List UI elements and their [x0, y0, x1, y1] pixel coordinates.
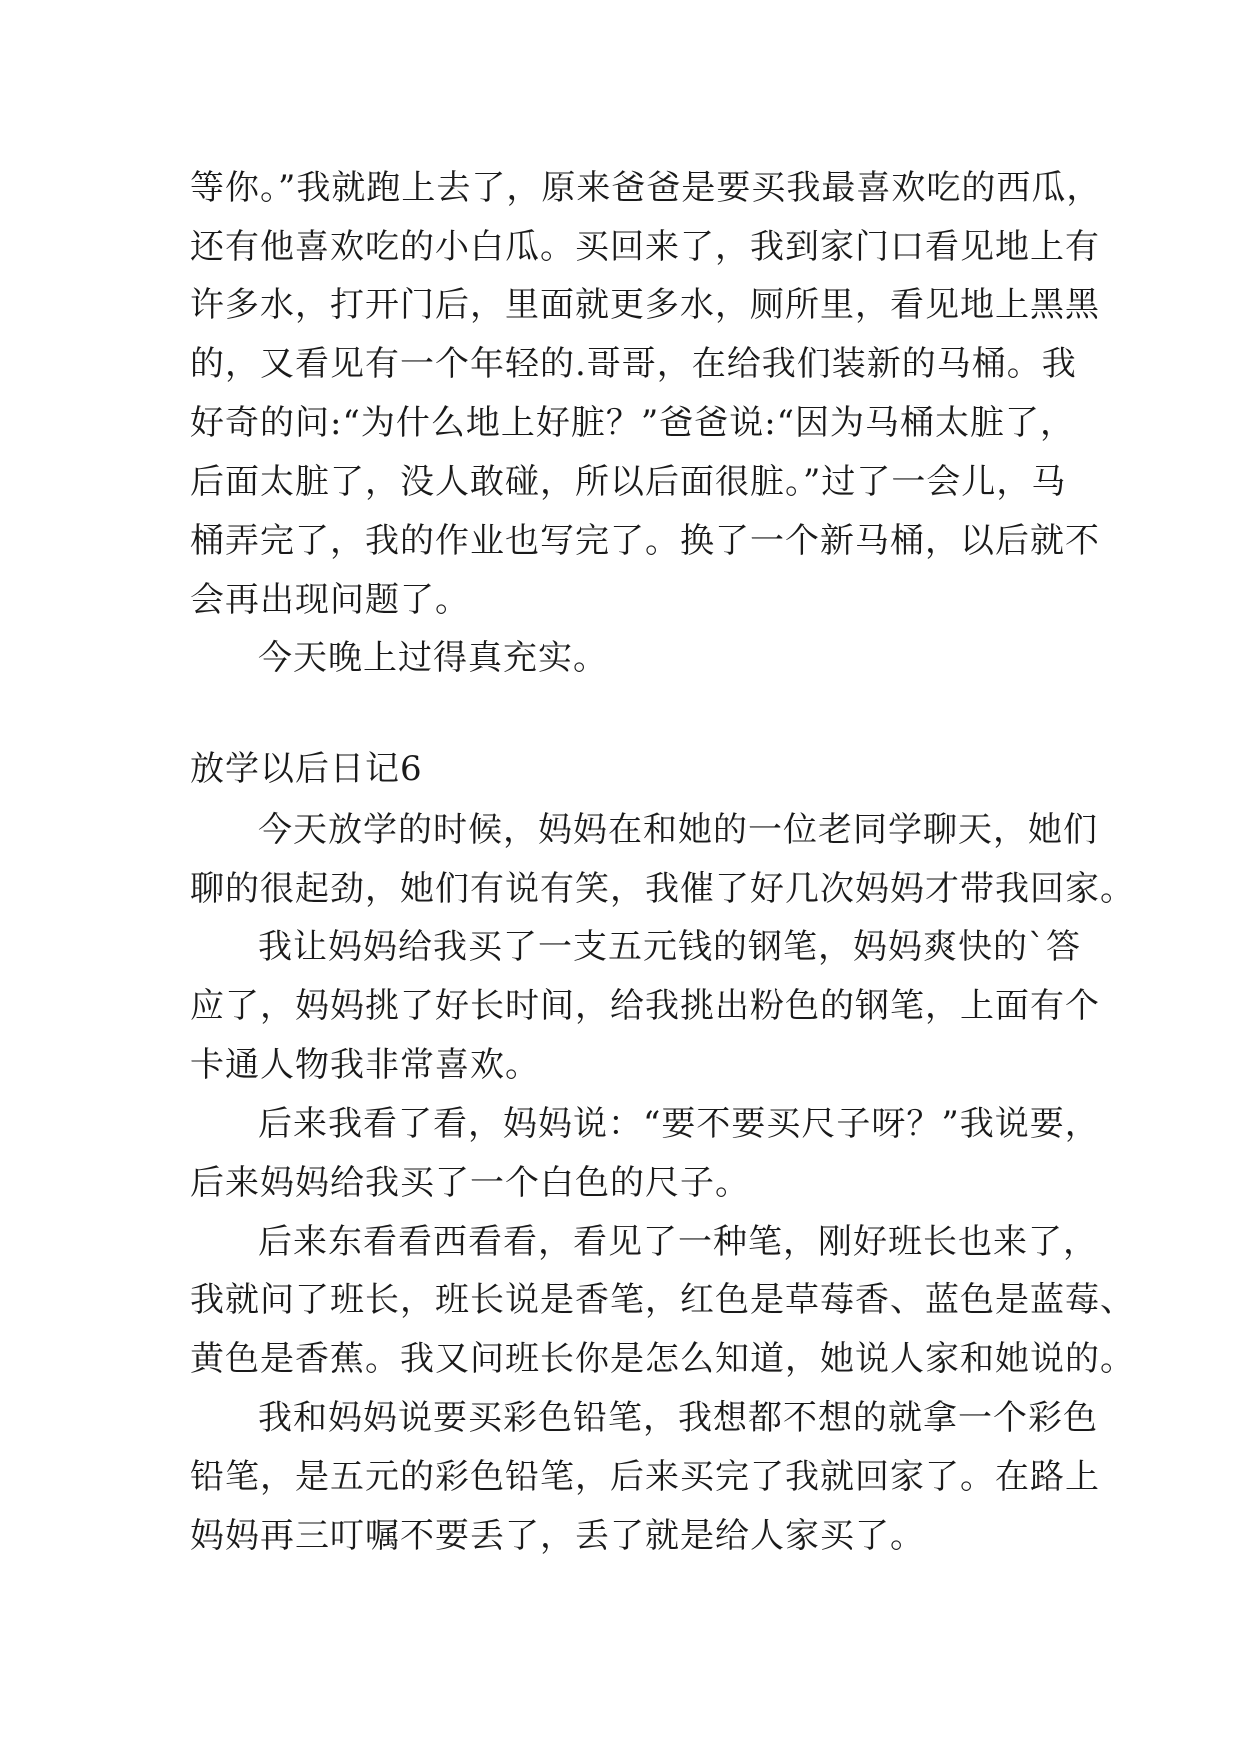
- text-line: 黄色是香蕉。我又问班长你是怎么知道，她说人家和她说的。: [190, 1339, 1135, 1379]
- text-line: 许多水，打开门后，里面就更多水，厕所里，看见地上黑黑: [190, 285, 1100, 325]
- text-line: 桶弄完了，我的作业也写完了。换了一个新马桶，以后就不: [190, 521, 1100, 561]
- paragraph-line: 今天放学的时候，妈妈在和她的一位老同学聊天，她们: [258, 810, 1098, 850]
- text-line: 等你。”我就跑上去了，原来爸爸是要买我最喜欢吃的西瓜，: [190, 168, 1102, 208]
- paragraph-line: 后来东看看西看看，看见了一种笔，刚好班长也来了，: [258, 1222, 1098, 1262]
- text-line: 的，又看见有一个年轻的.哥哥，在给我们装新的马桶。我: [190, 344, 1077, 384]
- paragraph-line: 我和妈妈说要买彩色铅笔，我想都不想的就拿一个彩色: [258, 1398, 1098, 1438]
- text-line: 聊的很起劲，她们有说有笑，我催了好几次妈妈才带我回家。: [190, 869, 1135, 909]
- text-line: 铅笔，是五元的彩色铅笔，后来买完了我就回家了。在路上: [190, 1457, 1100, 1497]
- text-line: 会再出现问题了。: [190, 580, 470, 620]
- text-line: 还有他喜欢吃的小白瓜。买回来了，我到家门口看见地上有: [190, 227, 1100, 267]
- text-line: 后面太脏了，没人敢碰，所以后面很脏。”过了一会儿，马: [190, 462, 1067, 502]
- paragraph-line: 今天晚上过得真充实。: [258, 638, 608, 678]
- paragraph-line: 我让妈妈给我买了一支五元钱的钢笔，妈妈爽快的`答: [258, 927, 1081, 967]
- text-line: 应了，妈妈挑了好长时间，给我挑出粉色的钢笔，上面有个: [190, 986, 1100, 1026]
- text-line: 妈妈再三叮嘱不要丢了，丢了就是给人家买了。: [190, 1516, 925, 1556]
- text-line: 后来妈妈给我买了一个白色的尺子。: [190, 1163, 750, 1203]
- text-line: 好奇的问:“为什么地上好脏？”爸爸说:“因为马桶太脏了，: [190, 403, 1076, 443]
- text-line: 我就问了班长，班长说是香笔，红色是草莓香、蓝色是蓝莓、: [190, 1280, 1135, 1320]
- paragraph-line: 后来我看了看，妈妈说：“要不要买尺子呀？”我说要，: [258, 1104, 1100, 1144]
- text-line: 卡通人物我非常喜欢。: [190, 1045, 540, 1085]
- section-heading: 放学以后日记6: [190, 749, 423, 789]
